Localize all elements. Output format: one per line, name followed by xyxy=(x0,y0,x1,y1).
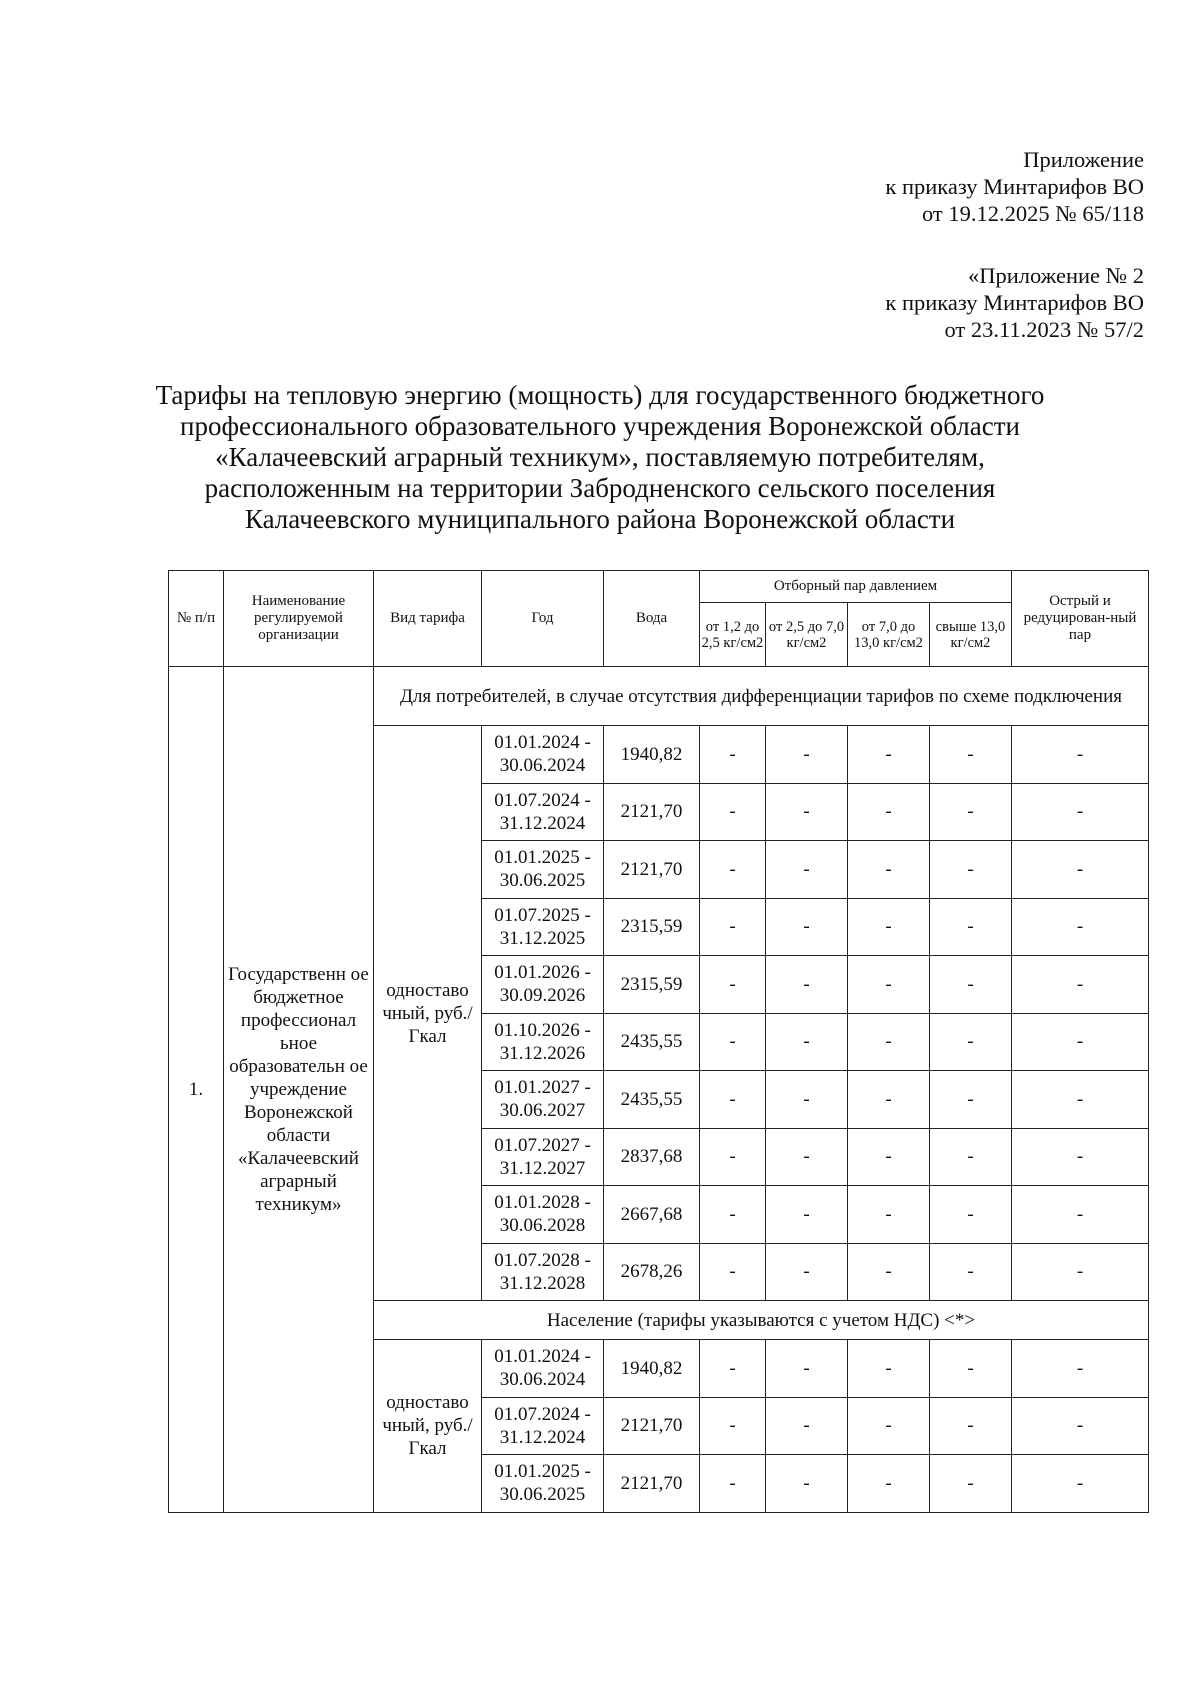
water-tariff-cell: 2837,68 xyxy=(604,1128,700,1186)
period-cell xyxy=(482,1013,604,1071)
water-tariff-cell: 1940,82 xyxy=(604,1340,700,1398)
header-tariff-type: Вид тарифа xyxy=(374,571,482,667)
row-number: 1. xyxy=(169,667,224,1513)
header-year: Год xyxy=(482,571,604,667)
document-title xyxy=(120,380,1080,535)
steam-p2-cell: - xyxy=(766,1340,848,1398)
steam-p2-cell: - xyxy=(766,1128,848,1186)
steam-p3-cell: - xyxy=(848,956,930,1014)
steam-p1-cell: - xyxy=(700,1128,766,1186)
period-cell xyxy=(482,1186,604,1244)
header-steam-group: Отборный пар давлением xyxy=(700,571,1012,603)
original-annex-line-2: к приказу Минтарифов ВО xyxy=(885,290,1144,315)
period-from: 01.01.2027 - xyxy=(494,1077,591,1099)
steam-p2-cell: - xyxy=(766,898,848,956)
steam-p3-cell: - xyxy=(848,1186,930,1244)
period-cell xyxy=(482,956,604,1014)
steam-p1-cell: - xyxy=(700,898,766,956)
period-from: 01.10.2026 - xyxy=(494,1019,591,1041)
steam-sharp-cell: - xyxy=(1012,726,1149,784)
steam-p2-cell: - xyxy=(766,1455,848,1513)
period-from: 01.01.2025 - xyxy=(494,1461,591,1483)
steam-p3-cell: - xyxy=(848,898,930,956)
water-tariff-cell: 1940,82 xyxy=(604,726,700,784)
water-tariff-cell: 2678,26 xyxy=(604,1243,700,1301)
tariff-table xyxy=(168,570,1149,1513)
original-annex-line-1: «Приложение № 2 xyxy=(968,263,1144,288)
title-line-5: Калачеевского муниципального района Воронежской области xyxy=(244,504,956,534)
steam-sharp-cell: - xyxy=(1012,1013,1149,1071)
steam-p4-cell: - xyxy=(930,1340,1012,1398)
steam-p3-cell: - xyxy=(848,1340,930,1398)
organization-name: Государственн ое бюджетное профессионал ьное образовательн ое учреждение Воронежской области «Калачеевский аграрный техникум» xyxy=(224,667,374,1513)
steam-p1-cell: - xyxy=(700,1397,766,1455)
steam-p2-cell: - xyxy=(766,841,848,899)
period-from: 01.01.2026 - xyxy=(494,962,591,984)
period-to: 31.12.2025 xyxy=(499,927,586,949)
period-to: 30.06.2028 xyxy=(499,1215,586,1237)
period-to: 31.12.2024 xyxy=(499,812,586,834)
steam-p4-cell: - xyxy=(930,1397,1012,1455)
steam-sharp-cell: - xyxy=(1012,1455,1149,1513)
period-from: 01.07.2024 - xyxy=(494,1403,591,1425)
steam-p4-cell: - xyxy=(930,1013,1012,1071)
period-to: 30.06.2024 xyxy=(499,1369,586,1391)
original-annex-header xyxy=(885,262,1144,343)
period-from: 01.07.2024 - xyxy=(494,789,591,811)
tariff-type-cell: одноставо чный, руб./Гкал xyxy=(374,726,482,1301)
steam-p4-cell: - xyxy=(930,898,1012,956)
steam-p1-cell: - xyxy=(700,841,766,899)
water-tariff-cell: 2121,70 xyxy=(604,1455,700,1513)
steam-p2-cell: - xyxy=(766,783,848,841)
header-pressure-2: от 2,5 до 7,0 кг/см2 xyxy=(766,603,848,667)
period-from: 01.01.2025 - xyxy=(494,847,591,869)
steam-p2-cell: - xyxy=(766,1186,848,1244)
steam-p3-cell: - xyxy=(848,1397,930,1455)
water-tariff-cell: 2315,59 xyxy=(604,898,700,956)
steam-p2-cell: - xyxy=(766,1071,848,1129)
steam-sharp-cell: - xyxy=(1012,1128,1149,1186)
period-cell xyxy=(482,1243,604,1301)
steam-p1-cell: - xyxy=(700,726,766,784)
steam-p3-cell: - xyxy=(848,1243,930,1301)
section-title-consumers: Для потребителей, в случае отсутствия дифференциации тарифов по схеме подключения xyxy=(374,667,1149,726)
steam-sharp-cell: - xyxy=(1012,1071,1149,1129)
steam-p3-cell: - xyxy=(848,1071,930,1129)
section-title-population: Население (тарифы указываются с учетом НДС) <*> xyxy=(374,1301,1149,1340)
steam-p1-cell: - xyxy=(700,1243,766,1301)
period-to: 31.12.2026 xyxy=(499,1042,586,1064)
steam-p3-cell: - xyxy=(848,841,930,899)
period-cell xyxy=(482,1340,604,1398)
header-pressure-3: от 7,0 до 13,0 кг/см2 xyxy=(848,603,930,667)
header-pressure-4: свыше 13,0 кг/см2 xyxy=(930,603,1012,667)
water-tariff-cell: 2435,55 xyxy=(604,1071,700,1129)
steam-p1-cell: - xyxy=(700,1340,766,1398)
header-num: № п/п xyxy=(169,571,224,667)
steam-p4-cell: - xyxy=(930,956,1012,1014)
annex-line-2: к приказу Минтарифов ВО xyxy=(885,174,1144,199)
period-cell xyxy=(482,1071,604,1129)
period-from: 01.07.2025 - xyxy=(494,904,591,926)
period-from: 01.07.2028 - xyxy=(494,1249,591,1271)
section-row-consumers xyxy=(169,667,1149,726)
original-annex-line-3: от 23.11.2023 № 57/2 xyxy=(944,317,1144,342)
steam-p2-cell: - xyxy=(766,956,848,1014)
steam-p2-cell: - xyxy=(766,1013,848,1071)
annex-line-3: от 19.12.2025 № 65/118 xyxy=(921,201,1144,226)
period-to: 30.06.2025 xyxy=(499,1484,586,1506)
period-to: 30.09.2026 xyxy=(499,985,586,1007)
steam-sharp-cell: - xyxy=(1012,783,1149,841)
table-body xyxy=(169,667,1149,1513)
steam-p2-cell: - xyxy=(766,1243,848,1301)
steam-sharp-cell: - xyxy=(1012,1186,1149,1244)
period-cell xyxy=(482,898,604,956)
period-cell xyxy=(482,841,604,899)
tariff-type-cell: одноставо чный, руб./Гкал xyxy=(374,1340,482,1513)
header-pressure-1: от 1,2 до 2,5 кг/см2 xyxy=(700,603,766,667)
title-line-4: расположенным на территории Забродненского сельского поселения xyxy=(204,473,996,503)
period-from: 01.01.2028 - xyxy=(494,1192,591,1214)
header-water: Вода xyxy=(604,571,700,667)
steam-p4-cell: - xyxy=(930,1243,1012,1301)
steam-p2-cell: - xyxy=(766,1397,848,1455)
period-to: 30.06.2025 xyxy=(499,870,586,892)
steam-p3-cell: - xyxy=(848,726,930,784)
steam-p3-cell: - xyxy=(848,783,930,841)
steam-p1-cell: - xyxy=(700,1071,766,1129)
steam-sharp-cell: - xyxy=(1012,1340,1149,1398)
steam-p4-cell: - xyxy=(930,783,1012,841)
title-line-1: Тарифы на тепловую энергию (мощность) для государственного бюджетного xyxy=(155,380,1045,410)
period-cell xyxy=(482,726,604,784)
steam-sharp-cell: - xyxy=(1012,956,1149,1014)
steam-p3-cell: - xyxy=(848,1128,930,1186)
water-tariff-cell: 2121,70 xyxy=(604,841,700,899)
period-from: 01.07.2027 - xyxy=(494,1134,591,1156)
annex-header xyxy=(885,146,1144,227)
steam-p1-cell: - xyxy=(700,956,766,1014)
period-cell xyxy=(482,1128,604,1186)
steam-p1-cell: - xyxy=(700,783,766,841)
period-from: 01.01.2024 - xyxy=(494,1346,591,1368)
water-tariff-cell: 2121,70 xyxy=(604,783,700,841)
period-cell xyxy=(482,783,604,841)
title-line-2: профессионального образовательного учреждения Воронежской области xyxy=(180,411,1020,441)
steam-p4-cell: - xyxy=(930,1455,1012,1513)
water-tariff-cell: 2435,55 xyxy=(604,1013,700,1071)
steam-p3-cell: - xyxy=(848,1455,930,1513)
steam-p1-cell: - xyxy=(700,1013,766,1071)
steam-sharp-cell: - xyxy=(1012,1397,1149,1455)
steam-p1-cell: - xyxy=(700,1186,766,1244)
period-to: 30.06.2024 xyxy=(499,755,586,777)
steam-sharp-cell: - xyxy=(1012,841,1149,899)
water-tariff-cell: 2667,68 xyxy=(604,1186,700,1244)
water-tariff-cell: 2315,59 xyxy=(604,956,700,1014)
period-cell xyxy=(482,1455,604,1513)
period-to: 31.12.2024 xyxy=(499,1426,586,1448)
period-from: 01.01.2024 - xyxy=(494,732,591,754)
period-cell xyxy=(482,1397,604,1455)
steam-p4-cell: - xyxy=(930,1071,1012,1129)
steam-p4-cell: - xyxy=(930,1128,1012,1186)
annex-line-1: Приложение xyxy=(1023,147,1144,172)
period-to: 31.12.2028 xyxy=(499,1272,586,1294)
steam-p1-cell: - xyxy=(700,1455,766,1513)
header-sharp-steam: Острый и редуцирован-ный пар xyxy=(1012,571,1149,667)
water-tariff-cell: 2121,70 xyxy=(604,1397,700,1455)
steam-sharp-cell: - xyxy=(1012,1243,1149,1301)
steam-p3-cell: - xyxy=(848,1013,930,1071)
steam-p4-cell: - xyxy=(930,726,1012,784)
header-row-1 xyxy=(169,571,1149,603)
period-to: 30.06.2027 xyxy=(499,1100,586,1122)
steam-p4-cell: - xyxy=(930,841,1012,899)
period-to: 31.12.2027 xyxy=(499,1157,586,1179)
steam-p2-cell: - xyxy=(766,726,848,784)
title-line-3: «Калачеевский аграрный техникум», поставляемую потребителям, xyxy=(215,442,985,472)
header-org: Наименование регулируемой организации xyxy=(224,571,374,667)
steam-sharp-cell: - xyxy=(1012,898,1149,956)
steam-p4-cell: - xyxy=(930,1186,1012,1244)
